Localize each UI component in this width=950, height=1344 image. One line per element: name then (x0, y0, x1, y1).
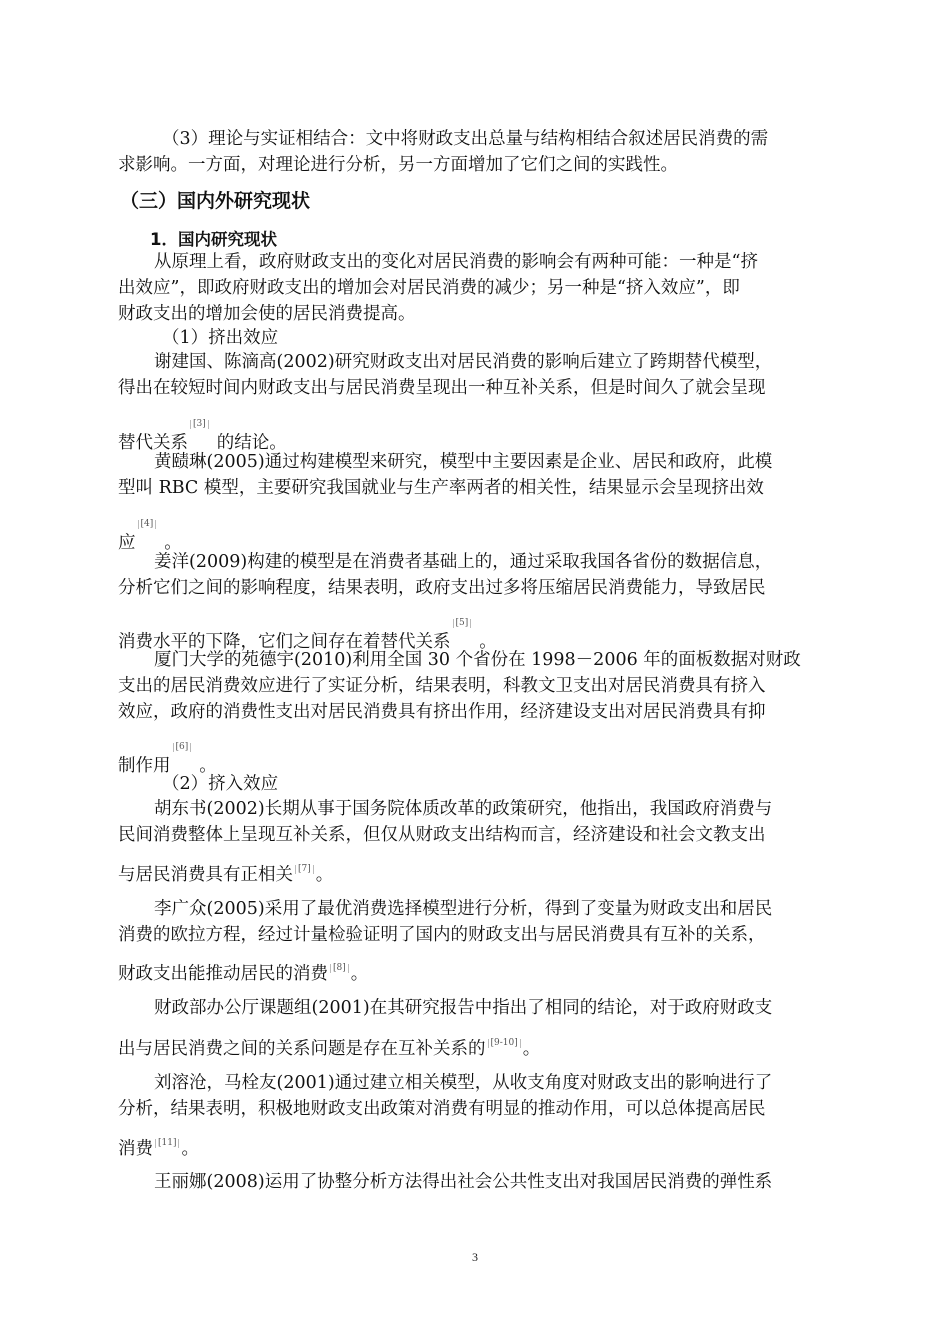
paragraph-line: 消费的欧拉方程，经过计量检验证明了国内的财政支出与居民消费具有互补的关系， (118, 925, 766, 945)
text-run: 。 (479, 632, 497, 652)
paragraph-line (118, 619, 834, 652)
paragraph-line: 型叫 RBC 模型，主要研究我国就业与生产率两者的相关性，结果显示会呈现挤出效 (118, 478, 764, 498)
citation-ref: [11] (155, 1139, 179, 1148)
paragraph-line (118, 1139, 834, 1159)
section-heading: （三）国内外研究现状 (120, 190, 311, 212)
paragraph-line: 谢建国、陈滴高(2002)研究财政支出对居民消费的影响后建立了跨期替代模型， (154, 352, 773, 372)
paragraph-line: 分析它们之间的影响程度，结果表明，政府支出过多将压缩居民消费能力，导致居民 (118, 578, 766, 598)
citation-ref: [6] (173, 743, 192, 752)
citation-ref: [9-10] (488, 1039, 521, 1048)
text-run: 消费水平的下降，它们之间存在着替代关系 (118, 632, 451, 652)
text-run: 消费 (118, 1139, 153, 1159)
citation-ref: [5] (453, 619, 472, 628)
paragraph-line: 分析，结果表明，积极地财政支出政策对消费有明显的推动作用，可以总体提高居民 (118, 1099, 766, 1119)
text-run: 出与居民消费之间的关系问题是存在互补关系的 (118, 1039, 486, 1059)
paragraph-line: 出效应”，即政府财政支出的增加会对居民消费的减少；另一种是“挤入效应”，即 (118, 278, 740, 298)
paragraph-line: 李广众(2005)采用了最优消费选择模型进行分析，得到了变量为财政支出和居民 (154, 899, 773, 919)
paragraph-line: 姜洋(2009)构建的模型是在消费者基础上的，通过采取我国各省份的数据信息， (154, 552, 773, 572)
citation-ref: [4] (138, 520, 157, 529)
text-run: 。 (199, 756, 217, 776)
paragraph-line: 财政部办公厅课题组(2001)在其研究报告中指出了相同的结论，对于政府财政支 (154, 998, 773, 1018)
paragraph-line (118, 520, 834, 553)
text-run: 财政支出能推动居民的消费 (118, 964, 328, 984)
text-run: 的结论。 (216, 433, 287, 453)
crowd-in-heading: （2）挤入效应 (162, 774, 279, 794)
paragraph-line (118, 420, 834, 453)
paragraph-line: 从原理上看，政府财政支出的变化对居民消费的影响会有两种可能：一种是“挤 (154, 252, 758, 272)
paragraph-line: 黄赜琳(2005)通过构建模型来研究，模型中主要因素是企业、居民和政府，此模 (154, 452, 773, 472)
text-run: 应 (118, 533, 136, 553)
text-run: 。 (350, 964, 369, 984)
paragraph-line: 王丽娜(2008)运用了协整分析方法得出社会公共性支出对我国居民消费的弹性系 (154, 1172, 773, 1192)
paragraph-line: 厦门大学的苑德宇(2010)利用全国 30 个省份在 1998－2006 年的面板数据对财政 (154, 650, 801, 670)
paragraph-line (118, 964, 834, 984)
text-run: 。 (315, 865, 334, 885)
text-run: 与居民消费具有正相关 (118, 865, 293, 885)
paragraph-line (118, 865, 834, 885)
text-run: 。 (164, 533, 182, 553)
paragraph-line: （3）理论与实证相结合：文中将财政支出总量与结构相结合叙述居民消费的需 (162, 129, 769, 149)
text-run: 。 (181, 1139, 199, 1159)
page-number: 3 (472, 1250, 478, 1264)
paragraph-line: 财政支出的增加会使的居民消费提高。 (118, 304, 416, 324)
paragraph-line (118, 743, 834, 776)
paragraph-line: 得出在较短时间内财政支出与居民消费呈现出一种互补关系，但是时间久了就会呈现 (118, 378, 766, 398)
paragraph-line: 支出的居民消费效应进行了实证分析，结果表明，科教文卫支出对居民消费具有挤入 (118, 676, 766, 696)
crowd-out-heading: （1）挤出效应 (162, 328, 279, 348)
text-run: 替代关系 (118, 433, 188, 453)
citation-ref: [8] (330, 964, 349, 973)
paragraph-line: 民间消费整体上呈现互补关系，但仅从财政支出结构而言，经济建设和社会文教支出 (118, 825, 766, 845)
paragraph-line: 求影响。一方面，对理论进行分析，另一方面增加了它们之间的实践性。 (118, 155, 678, 175)
subsection-heading: 1．国内研究现状 (150, 230, 277, 249)
paragraph-line (118, 1039, 834, 1059)
text-run: 制作用 (118, 756, 171, 776)
citation-ref: [3] (190, 420, 209, 429)
paragraph-line: 胡东书(2002)长期从事于国务院体质改革的政策研究，他指出，我国政府消费与 (154, 799, 773, 819)
citation-ref: [7] (295, 865, 314, 874)
paragraph-line: 刘溶沧，马栓友(2001)通过建立相关模型，从收支角度对财政支出的影响进行了 (154, 1073, 773, 1093)
paragraph-line: 效应，政府的消费性支出对居民消费具有挤出作用，经济建设支出对居民消费具有抑 (118, 702, 766, 722)
text-run: 。 (522, 1039, 541, 1059)
